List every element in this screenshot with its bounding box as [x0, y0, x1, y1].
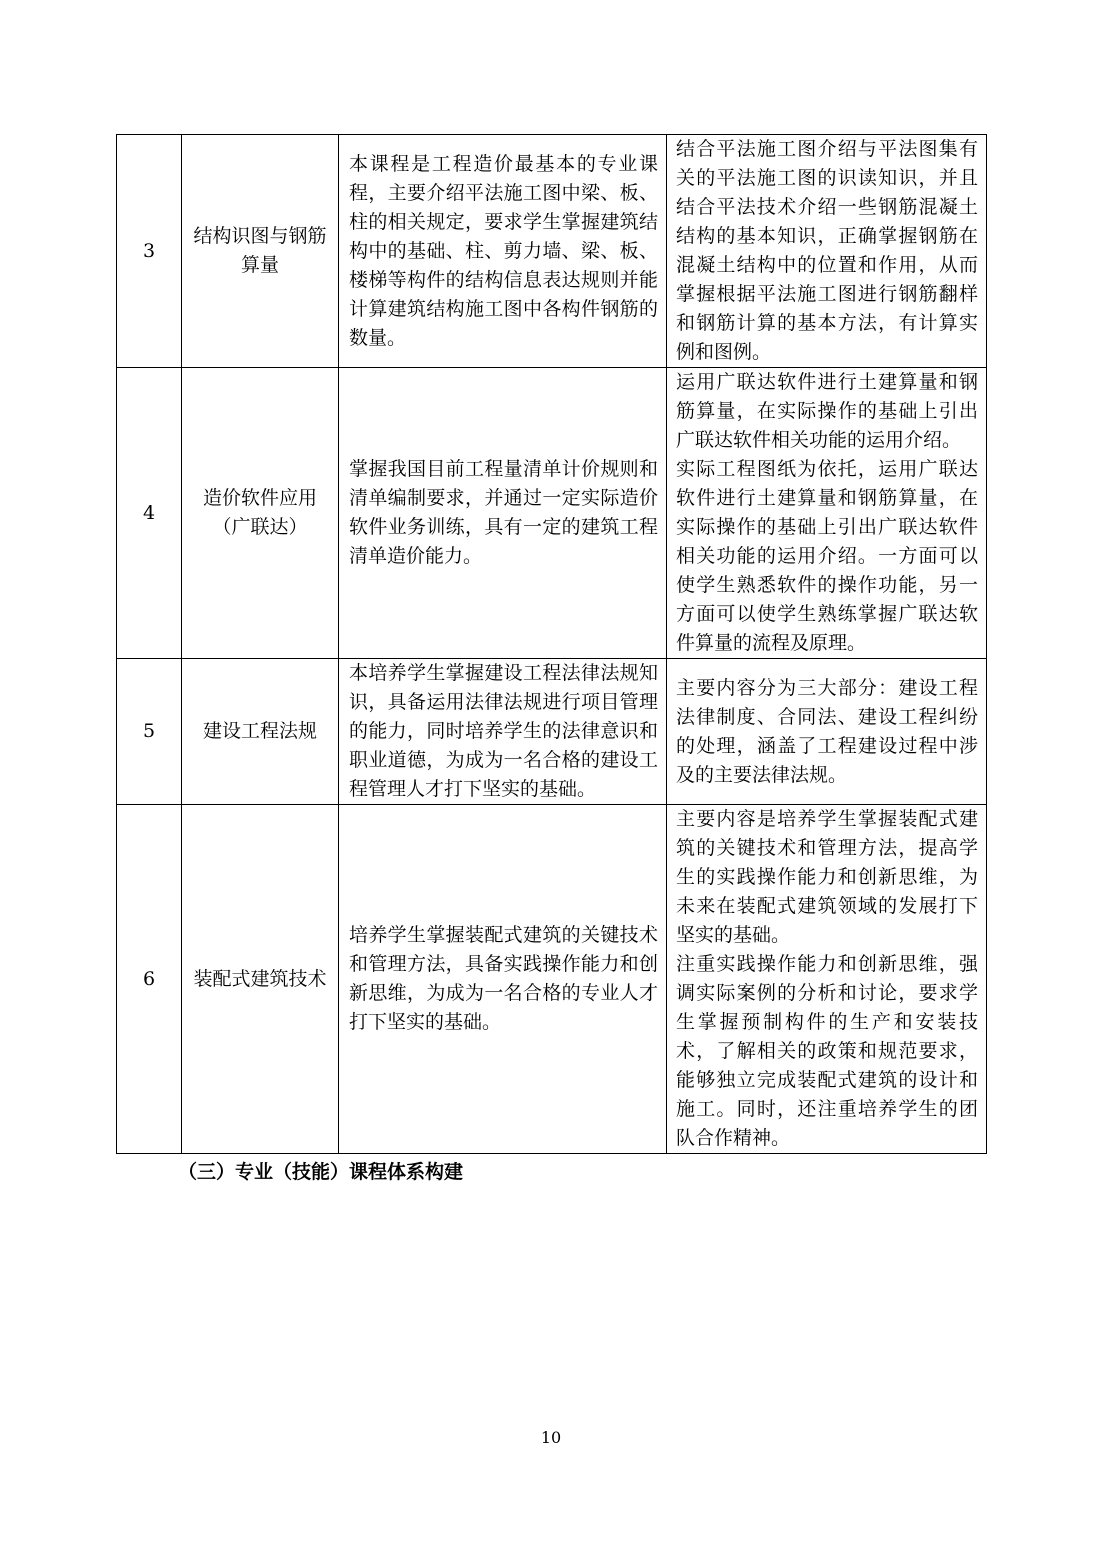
table-row	[117, 135, 987, 368]
course-goal: 本培养学生掌握建设工程法律法规知识，具备运用法律法规进行项目管理的能力，同时培养学生的法律意识和职业道德，为成为一名合格的建设工程管理人才打下坚实的基础。	[339, 659, 667, 805]
content-paragraph: 注重实践操作能力和创新思维，强调实际案例的分析和讨论，要求学生掌握预制构件的生产和安装技术，了解相关的政策和规范要求，能够独立完成装配式建筑的设计和施工。同时，还注重培养学生的团队合作精神。	[676, 953, 978, 1149]
course-goal: 培养学生掌握装配式建筑的关键技术和管理方法，具备实践操作能力和创新思维，为成为一名合格的专业人才打下坚实的基础。	[339, 805, 667, 1154]
course-content	[667, 659, 987, 805]
content-paragraph: 运用广联达软件进行土建算量和钢筋算量，在实际操作的基础上引出广联达软件相关功能的运用介绍。	[676, 371, 978, 451]
course-name: 装配式建筑技术	[182, 805, 339, 1154]
table-row	[117, 368, 987, 659]
course-content	[667, 368, 987, 659]
course-content	[667, 805, 987, 1154]
table-row	[117, 805, 987, 1154]
row-number: 3	[117, 135, 182, 368]
table-row	[117, 659, 987, 805]
section-heading: （三）专业（技能）课程体系构建	[178, 1161, 464, 1183]
course-name: 造价软件应用（广联达）	[182, 368, 339, 659]
course-table	[116, 134, 987, 1154]
content-paragraph: 主要内容分为三大部分：建设工程法律制度、合同法、建设工程纠纷的处理，涵盖了工程建设过程中涉及的主要法律法规。	[676, 676, 978, 786]
row-number: 5	[117, 659, 182, 805]
content-paragraph: 主要内容是培养学生掌握装配式建筑的关键技术和管理方法，提高学生的实践操作能力和创新思维，为未来在装配式建筑领域的发展打下坚实的基础。	[676, 808, 978, 946]
content-paragraph: 结合平法施工图介绍与平法图集有关的平法施工图的识读知识，并且结合平法技术介绍一些钢筋混凝土结构的基本知识，正确掌握钢筋在混凝土结构中的位置和作用，从而掌握根据平法施工图进行钢筋翻样和钢筋计算的基本方法，有计算实例和图例。	[676, 138, 978, 363]
content-paragraph: 实际工程图纸为依托，运用广联达软件进行土建算量和钢筋算量，在实际操作的基础上引出广联达软件相关功能的运用介绍。一方面可以使学生熟悉软件的操作功能，另一方面可以使学生熟练掌握广联达软件算量的流程及原理。	[676, 458, 978, 654]
course-goal: 本课程是工程造价最基本的专业课程，主要介绍平法施工图中梁、板、柱的相关规定，要求学生掌握建筑结构中的基础、柱、剪力墙、梁、板、楼梯等构件的结构信息表达规则并能计算建筑结构施工图中各构件钢筋的数量。	[339, 135, 667, 368]
course-name: 结构识图与钢筋算量	[182, 135, 339, 368]
course-content	[667, 135, 987, 368]
page-number: 10	[540, 1428, 562, 1447]
row-number: 4	[117, 368, 182, 659]
course-name: 建设工程法规	[182, 659, 339, 805]
row-number: 6	[117, 805, 182, 1154]
course-goal: 掌握我国目前工程量清单计价规则和清单编制要求，并通过一定实际造价软件业务训练，具有一定的建筑工程清单造价能力。	[339, 368, 667, 659]
